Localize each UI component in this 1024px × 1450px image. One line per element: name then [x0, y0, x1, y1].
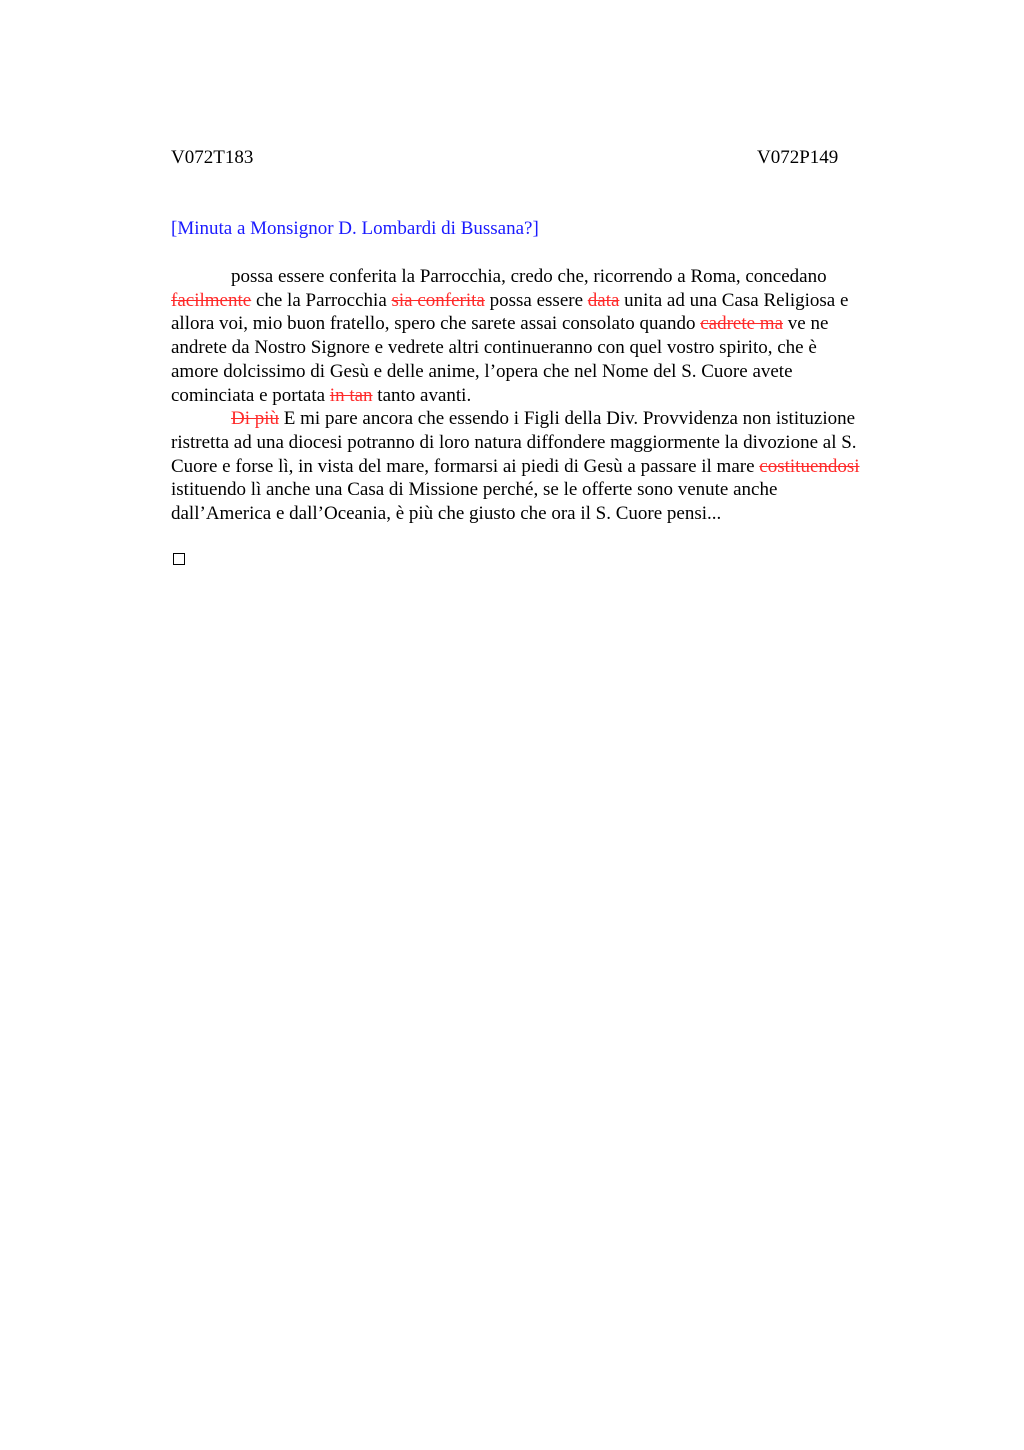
body-line — [171, 312, 923, 336]
body-text-segment: tanto avanti. — [372, 384, 472, 406]
body-text-segment: ristretta ad una diocesi potranno di loro natura diffondere maggiormente la divozione al S. — [171, 431, 857, 453]
document-title: [Minuta a Monsignor D. Lombardi di Bussana?] — [171, 218, 539, 239]
body-line — [171, 336, 923, 360]
deleted-text: facilmente — [171, 289, 252, 311]
body-text-segment: possa essere — [484, 289, 588, 311]
body-text-segment: allora voi, mio buon fratello, spero che sarete assai consolato quando — [171, 313, 701, 335]
body-text-segment: cominciata e portata — [171, 384, 330, 406]
body-text-segment: che la Parrocchia — [251, 289, 392, 311]
header-left-code: V072T183 — [171, 147, 254, 168]
header-right-code: V072P149 — [757, 147, 839, 168]
body-line — [171, 360, 923, 384]
body-line — [171, 478, 923, 502]
body-line — [171, 265, 923, 289]
body-line — [171, 502, 923, 526]
deleted-text: costituendosi — [759, 455, 860, 477]
body-line — [171, 407, 923, 431]
deleted-text: Di più — [231, 408, 280, 430]
body-line — [171, 455, 923, 479]
body-line — [171, 384, 923, 408]
body-text-segment: istituendo lì anche una Casa di Missione perché, se le offerte sono venute anche — [171, 479, 778, 501]
deleted-text: data — [587, 289, 620, 311]
body-text-segment: Cuore e forse lì, in vista del mare, formarsi ai piedi di Gesù a passare il mare — [171, 455, 760, 477]
body-text-segment: unita ad una Casa Religiosa e — [619, 289, 849, 311]
body-text-segment: andrete da Nostro Signore e vedrete altri continueranno con quel vostro spirito, che è — [171, 337, 817, 359]
body-text-segment: amore dolcissimo di Gesù e delle anime, l’opera che nel Nome del S. Cuore avete — [171, 360, 793, 382]
body-line — [171, 431, 923, 455]
body-text-segment: dall’America e dall’Oceania, è più che giusto che ora il S. Cuore pensi... — [171, 503, 722, 525]
empty-square-icon — [173, 553, 185, 565]
body-text-segment: E mi pare ancora che essendo i Figli della Div. Provvidenza non istituzione — [279, 408, 856, 430]
letter-body — [171, 265, 923, 526]
deleted-text: sia conferita — [391, 289, 485, 311]
body-line — [171, 289, 923, 313]
deleted-text: in tan — [329, 384, 373, 406]
body-text-segment: possa essere conferita la Parrocchia, credo che, ricorrendo a Roma, concedano — [231, 266, 827, 287]
deleted-text: cadrete ma — [700, 313, 784, 335]
body-text-segment: ve ne — [783, 313, 829, 335]
